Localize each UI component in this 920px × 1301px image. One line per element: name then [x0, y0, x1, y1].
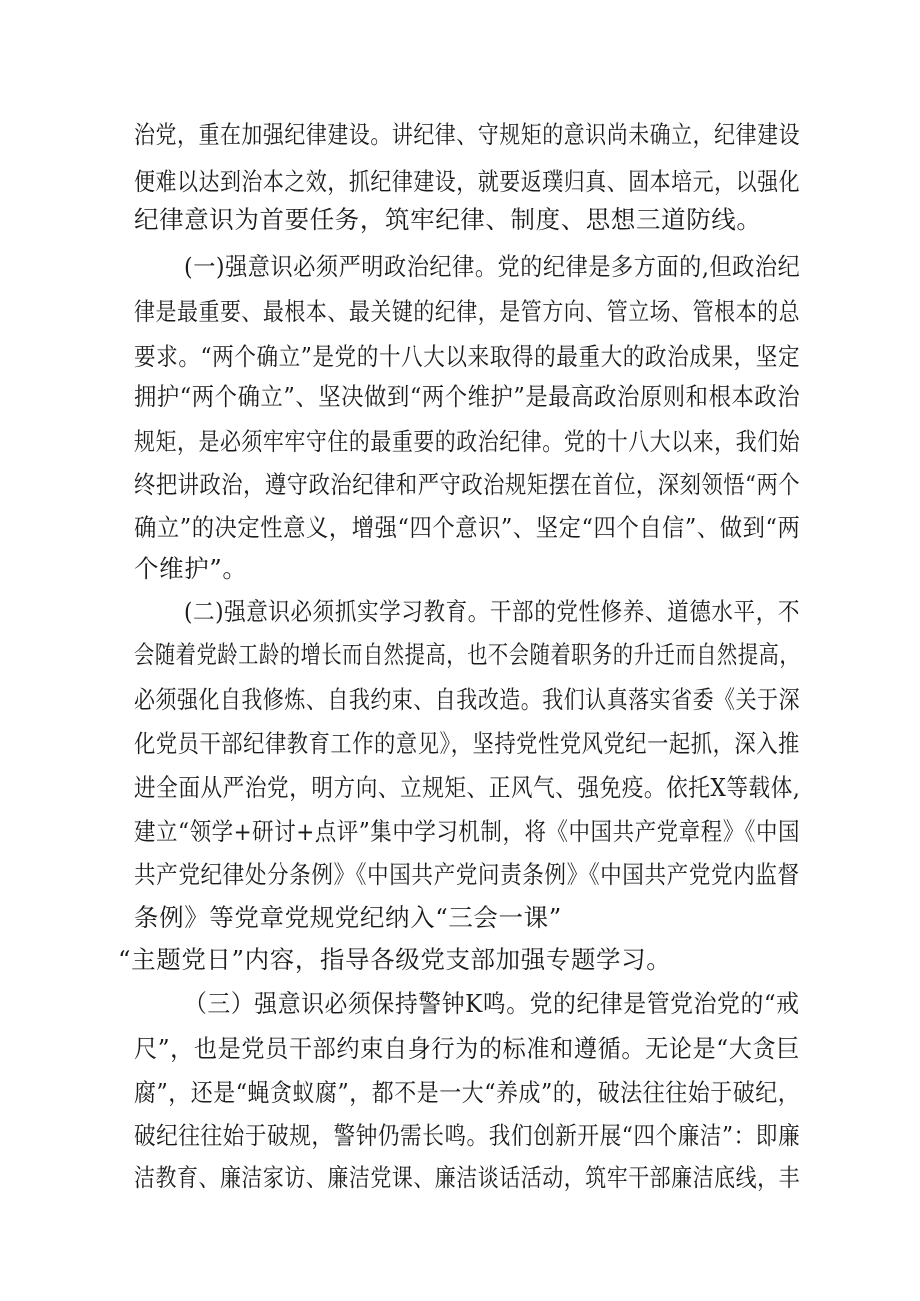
- body-text-line: 规矩，是必须牢牢守住的最重要的政治纪律。党的十八大以来，我们始: [134, 427, 801, 456]
- body-text-line: 要求。“两个确立”是党的十八大以来取得的最重大的政治成果，坚定: [134, 342, 801, 371]
- body-text-line: 治党，重在加强纪律建设。讲纪律、守规矩的意识尚未确立，纪律建设: [134, 120, 801, 149]
- body-text-line: 进全面从严治党，明方向、立规矩、正风气、强免疫。依托X等载体,: [134, 773, 801, 802]
- body-text-line: 终把讲政治，遵守政治纪律和严守政治规矩摆在首位，深刻领悟“两个: [134, 470, 801, 499]
- body-text-line: 确立”的决定性意义，增强“四个意识”、坚定“四个自信”、做到“两: [134, 513, 801, 542]
- body-text-line: 纪律意识为首要任务，筑牢纪律、制度、思想三道防线。: [134, 205, 762, 234]
- body-text-line: 必须强化自我修炼、自我约束、自我改造。我们认真落实省委《关于深: [134, 685, 801, 714]
- body-text-line: 尺”，也是党员干部约束自身行为的标准和遵循。无论是“大贪巨: [134, 1034, 800, 1063]
- body-text-line: 腐”，还是“蝇贪蚁腐”，都不是一大“养成”的，破法往往始于破纪，: [134, 1078, 801, 1107]
- body-text-line: 建立“领学+研讨+点评”集中学习机制，将《中国共产党章程》《中国: [134, 817, 801, 846]
- body-text-line: 拥护“两个确立”、坚决做到“两个维护”是最高政治原则和根本政治: [134, 382, 801, 411]
- body-text-line: 个维护”。: [134, 554, 248, 583]
- body-text-line: 律是最重要、最根本、最关键的纪律，是管方向、管立场、管根本的总: [134, 297, 801, 326]
- body-text-line: “主题党日”内容，指导各级党支部加强专题学习。: [118, 945, 672, 974]
- body-text-line: 洁教育、廉洁家访、廉洁党课、廉洁谈话活动，筑牢干部廉洁底线，丰: [134, 1163, 801, 1192]
- section-heading-2: (二)强意识必须抓实学习教育。干部的党性修养、道德水平，不: [184, 597, 801, 626]
- section-heading-3: （三）强意识必须保持警钟K鸣。党的纪律是管党治党的“戒: [184, 989, 800, 1018]
- body-text-line: 化党员干部纪律教育工作的意见》，坚持党性党风党纪一起抓，深入推: [134, 729, 800, 758]
- body-text-line: 便难以达到治本之效，抓纪律建设，就要返璞归真、固本培元，以强化: [134, 167, 801, 196]
- body-text-line: 共产党纪律处分条例》《中国共产党问责条例》《中国共产党党内监督: [134, 860, 800, 889]
- body-text-line: 条例》等党章党规党纪纳入“三会一课”: [134, 903, 562, 932]
- body-text-line: 破纪往往始于破规，警钟仍需长鸣。我们创新开展“四个廉洁”：即廉: [134, 1121, 801, 1150]
- body-text-line: 会随着党龄工龄的增长而自然提高，也不会随着职务的升迁而自然提高，: [134, 640, 801, 669]
- section-heading-1: (一)强意识必须严明政治纪律。党的纪律是多方面的,但政治纪: [184, 252, 801, 281]
